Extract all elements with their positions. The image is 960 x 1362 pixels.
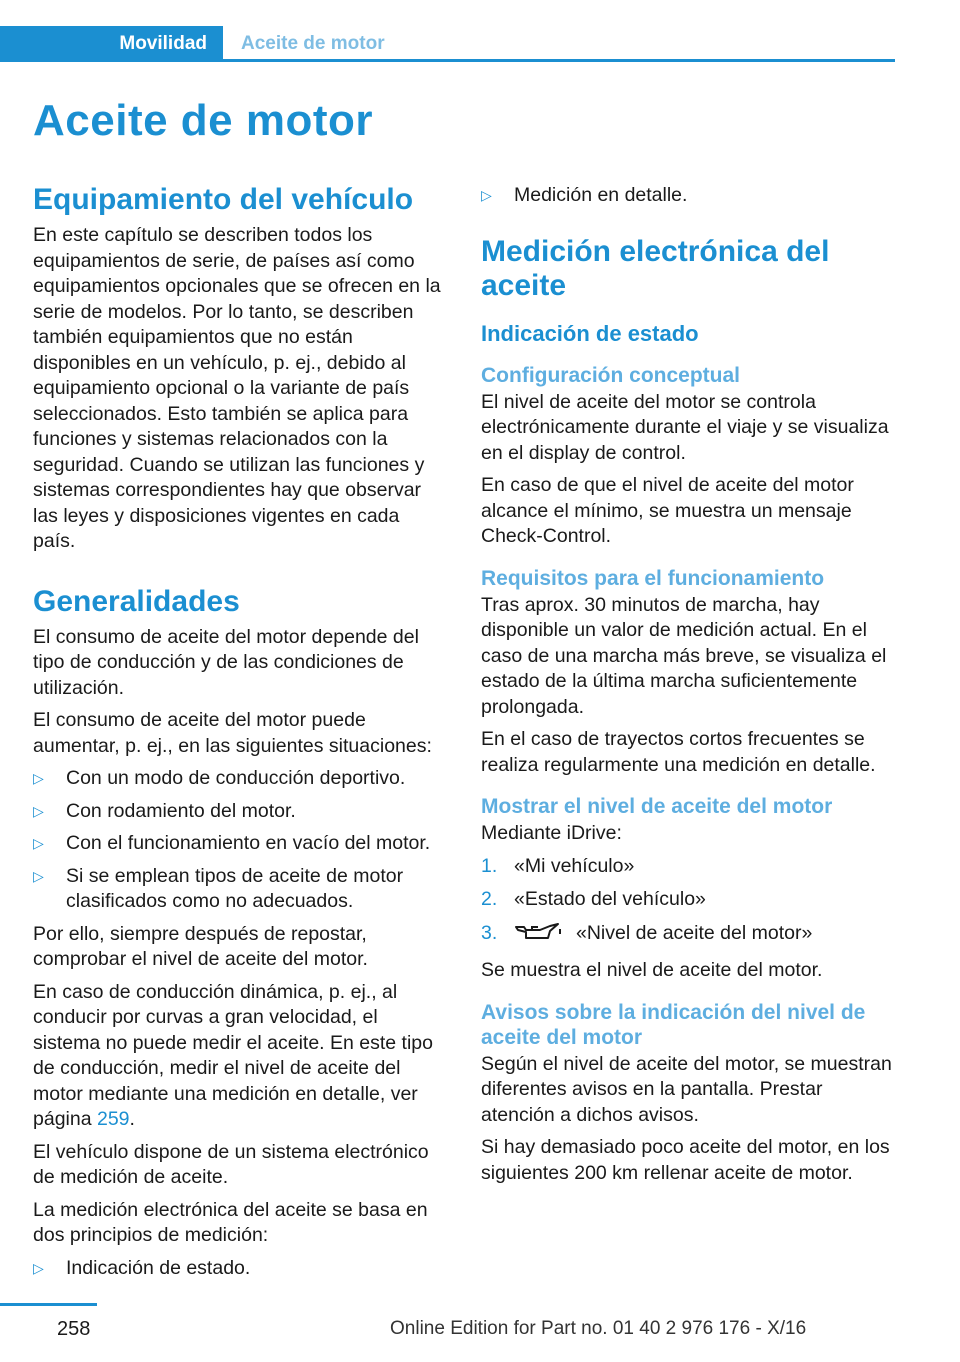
triangle-bullet-icon: ▷ — [33, 770, 44, 786]
principles-list — [33, 1256, 447, 1282]
page-number: 258 — [57, 1318, 91, 1340]
heading-equipamiento: Equipamiento del vehículo — [33, 183, 414, 216]
paragraph-config-2: En caso de que el nivel de aceite del motor alcance el mínimo, se muestra un mensaje Check-Control. — [481, 474, 854, 547]
triangle-bullet-icon: ▷ — [33, 835, 44, 851]
principles-list-continued — [481, 183, 899, 209]
header-rule — [223, 59, 895, 62]
triangle-bullet-icon: ▷ — [33, 1259, 44, 1276]
list-item: ▷ Con rodamiento del motor. — [33, 799, 447, 825]
situations-list — [33, 766, 447, 915]
heading-medicion: Medición electrónica del aceite — [481, 234, 830, 302]
paragraph-requisitos-1: Tras aprox. 30 minutos de marcha, hay disponible un valor de medición actual. En el caso de una marcha más breve, se visualiza el estado de la última marcha suficientemente prolongada. — [481, 593, 887, 718]
heading-requisitos: Requisitos para el funcionamiento — [481, 566, 825, 590]
heading-generalidades: Generalidades — [33, 584, 240, 618]
paragraph-requisitos-2: En el caso de trayectos cortos frecuentes se realiza regularmente una medición en detalle. — [481, 728, 876, 776]
paragraph-avisos-2: Si hay demasiado poco aceite del motor, en los siguientes 200 km rellenar aceite de motor. — [481, 1136, 890, 1184]
paragraph-dinamica: En caso de conducción dinámica, p. ej., al conducir por curvas a gran velocidad, el sistema no puede medir el aceite. En este tipo de conducción, medir el nivel de aceite del motor mediante una medición en detalle, ver página 259. — [33, 980, 433, 1130]
heading-indicacion: Indicación de estado — [481, 320, 699, 346]
list-item: 3. «Nivel de aceite del motor» — [481, 921, 899, 951]
list-item: 2. «Estado del vehículo» — [481, 888, 706, 910]
idrive-steps-list — [481, 854, 899, 951]
footer-edition: Online Edition for Part no. 01 40 2 976 176 - X/16 — [390, 1318, 807, 1339]
list-item: 1. «Mi vehículo» — [481, 854, 635, 877]
heading-configuracion: Configuración conceptual — [481, 363, 741, 387]
oil-can-icon — [514, 921, 564, 951]
list-item: ▷ Con el funcionamiento en vacío del motor. — [33, 831, 447, 857]
heading-mostrar: Mostrar el nivel de aceite del motor — [481, 795, 833, 818]
paragraph-aumentar: El consumo de aceite del motor puede aumentar, p. ej., en las siguientes situaciones: — [33, 709, 432, 757]
header-bar — [0, 26, 895, 62]
paragraph-avisos-1: Según el nivel de aceite del motor, se muestran diferentes avisos en la pantalla. Prestar atención a dichos avisos. — [481, 1052, 892, 1126]
page-reference-link[interactable]: 259 — [96, 1108, 130, 1130]
paragraph-config-1: El nivel de aceite del motor se controla electrónicamente durante el viaje y se visualiza en el display de control. — [481, 390, 889, 464]
paragraph-principios: La medición electrónica del aceite se basa en dos principios de medición: — [33, 1198, 428, 1246]
paragraph-repostar: Por ello, siempre después de repostar, comprobar el nivel de aceite del motor. — [33, 922, 368, 970]
paragraph-consumo: El consumo de aceite del motor depende del tipo de conducción y de las condiciones de utilización. — [33, 625, 419, 699]
footer-rule — [0, 1303, 97, 1306]
list-item: ▷ Indicación de estado. — [33, 1256, 447, 1282]
section-tab-aceite[interactable]: Aceite de motor — [241, 33, 385, 54]
triangle-bullet-icon: ▷ — [33, 867, 44, 884]
left-column — [33, 183, 447, 1288]
list-item: ▷ Con un modo de conducción deportivo. — [33, 766, 447, 792]
page-title: Aceite de motor — [33, 96, 374, 145]
section-tab-movilidad[interactable]: Movilidad — [0, 26, 223, 62]
paragraph-idrive: Mediante iDrive: — [481, 822, 622, 844]
list-item: ▷ Si se emplean tipos de aceite de motor clasificados como no adecuados. — [33, 864, 447, 915]
right-column — [481, 183, 899, 1193]
triangle-bullet-icon: ▷ — [33, 802, 44, 819]
paragraph-sistema: El vehículo dispone de un sistema electrónico de medición de aceite. — [33, 1140, 429, 1188]
paragraph-se-muestra: Se muestra el nivel de aceite del motor. — [481, 959, 823, 981]
triangle-bullet-icon: ▷ — [481, 187, 492, 203]
heading-avisos: Avisos sobre la indicación del nivel de aceite del motor — [481, 1000, 866, 1049]
list-item: ▷ Medición en detalle. — [481, 183, 899, 209]
paragraph-equipamiento: En este capítulo se describen todos los equipamientos de serie, de países así como equipamientos opcionales que se ofrecen en la serie de modelos. Por lo tanto, se describen también equipamientos que no están disponibles en un vehículo, p. ej., debido al equipamiento opcional o la variante de país seleccionados. Esto también se aplica para funciones y sistemas relacionados con la seguridad. Cuando se utilizan las funciones y sistemas correspondientes hay que observar las leyes y disposiciones vigentes en cada país. — [33, 224, 441, 552]
